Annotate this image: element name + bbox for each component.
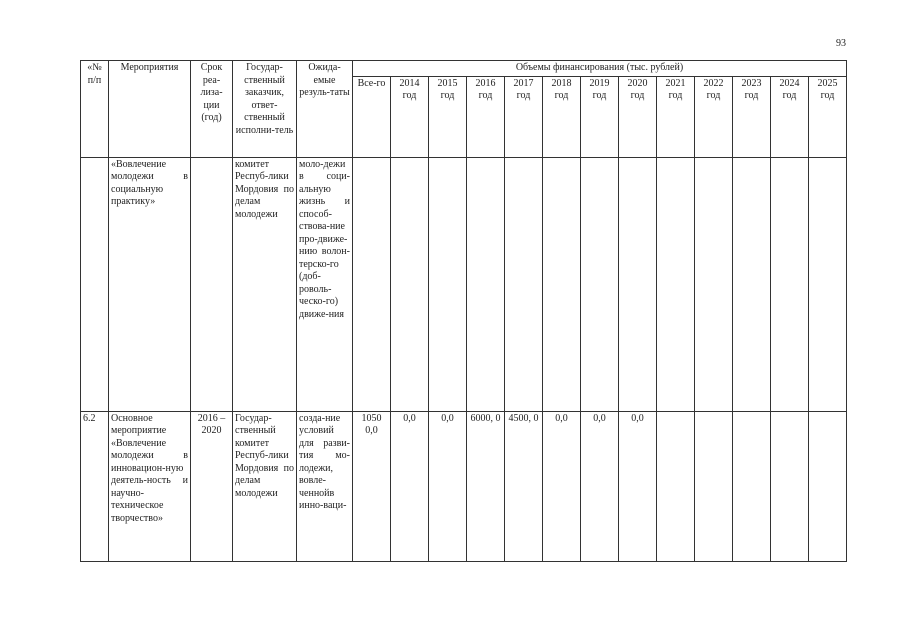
row-measure: Основное мероприятие «Вовлечение молодежи в инновацион-ную деятель-ность и научно-техническое творчество»	[109, 411, 191, 561]
row-measure: «Вовлечение молодежи в социальную практику»	[109, 157, 191, 411]
row-value-2019: 0,0	[581, 411, 619, 561]
row-value-2025	[809, 157, 847, 411]
row-period	[191, 157, 233, 411]
row-value-total: 1050 0,0	[353, 411, 391, 561]
row-result: моло-дежи в соци-альную жизнь и способ-ствова-ние про-движе-нию волон-терско-го (доб-роволь-ческо-го) движе-ния	[297, 157, 353, 411]
row-num	[81, 157, 109, 411]
header-year-2025: 2025 год	[809, 76, 847, 157]
table-row	[81, 157, 847, 411]
header-period: Срок реа-лиза-ции (год)	[191, 61, 233, 158]
row-value-2021	[657, 411, 695, 561]
header-year-2015: 2015 год	[429, 76, 467, 157]
row-value-2014	[391, 157, 429, 411]
header-year-2024: 2024 год	[771, 76, 809, 157]
header-year-2017: 2017 год	[505, 76, 543, 157]
row-result: созда-ние условий для разви-тия мо-лодежи, вовле-ченнойв инно-ваци-	[297, 411, 353, 561]
row-customer: Государ-ственный комитет Респуб-лики Мордовия по делам молодежи	[233, 411, 297, 561]
row-value-2022	[695, 411, 733, 561]
row-value-2017: 4500, 0	[505, 411, 543, 561]
row-value-2021	[657, 157, 695, 411]
row-value-2022	[695, 157, 733, 411]
page-number: 93	[836, 38, 846, 49]
row-value-2015	[429, 157, 467, 411]
row-value-2018: 0,0	[543, 411, 581, 561]
row-value-2024	[771, 411, 809, 561]
header-year-2022: 2022 год	[695, 76, 733, 157]
header-year-2018: 2018 год	[543, 76, 581, 157]
header-results: Ожида-емые резуль-таты	[297, 61, 353, 158]
row-value-2016	[467, 157, 505, 411]
row-value-2023	[733, 157, 771, 411]
row-value-2019	[581, 157, 619, 411]
header-year-2021: 2021 год	[657, 76, 695, 157]
header-row	[81, 61, 847, 77]
row-value-2017	[505, 157, 543, 411]
header-year-2016: 2016 год	[467, 76, 505, 157]
row-period: 2016 – 2020	[191, 411, 233, 561]
row-value-2014: 0,0	[391, 411, 429, 561]
header-year-2019: 2019 год	[581, 76, 619, 157]
row-num: 6.2	[81, 411, 109, 561]
table-row	[81, 411, 847, 561]
row-value-2025	[809, 411, 847, 561]
header-year-2014: 2014 год	[391, 76, 429, 157]
row-value-2024	[771, 157, 809, 411]
header-year-2023: 2023 год	[733, 76, 771, 157]
row-value-2016: 6000, 0	[467, 411, 505, 561]
header-customer: Государ-ственный заказчик, ответ-ственный исполни-тель	[233, 61, 297, 158]
row-value-2020: 0,0	[619, 411, 657, 561]
row-value-2020	[619, 157, 657, 411]
row-value-2023	[733, 411, 771, 561]
row-customer: комитет Респуб-лики Мордовия по делам молодежи	[233, 157, 297, 411]
financing-table	[80, 60, 847, 562]
header-year-2020: 2020 год	[619, 76, 657, 157]
row-value-2018	[543, 157, 581, 411]
header-year-total: Все-го	[353, 76, 391, 157]
header-num: «№ п/п	[81, 61, 109, 158]
row-value-total	[353, 157, 391, 411]
header-financing: Объемы финансирования (тыс. рублей)	[353, 61, 847, 77]
row-value-2015: 0,0	[429, 411, 467, 561]
header-measures: Мероприятия	[109, 61, 191, 158]
